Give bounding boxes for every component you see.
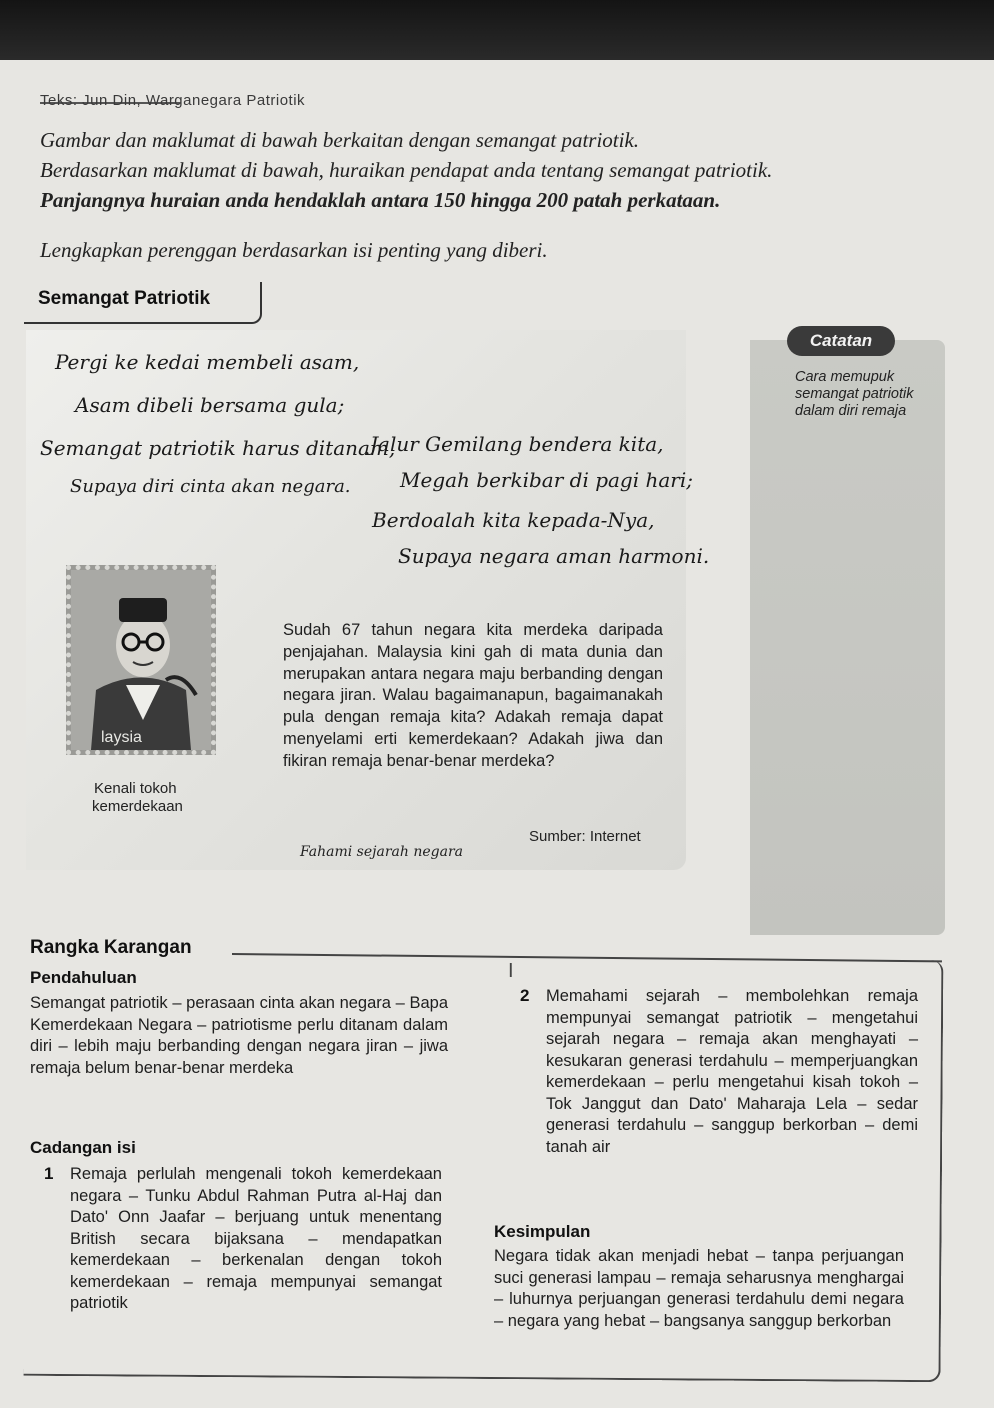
textbook-page	[0, 60, 994, 1408]
screen-top-bezel	[0, 0, 994, 60]
portrait-icon	[71, 570, 211, 750]
poem-right-line-4: Supaya negara aman harmoni.	[398, 544, 710, 568]
rangka-title: Rangka Karangan	[30, 937, 192, 958]
tunku-stamp-image	[66, 565, 216, 755]
point-1-number: 1	[44, 1164, 54, 1183]
poem-right-line-3: Berdoalah kita kepada-Nya,	[372, 508, 655, 532]
poem-left-line-1: Pergi ke kedai membeli asam,	[55, 350, 360, 374]
text-cursor-icon: I	[508, 960, 514, 982]
section-title: Semangat Patriotik	[38, 288, 211, 309]
poem-left-line-2: Asam dibeli bersama gula;	[75, 393, 345, 417]
fahami-caption: Fahami sejarah negara	[300, 844, 463, 860]
poster-paragraph: Sudah 67 tahun negara kita merdeka daripada penjajahan. Malaysia kini gah di mata dunia dan merupakan antara negara maju berbanding dengan negara jiran. Walau bagaimanapun, bagaimanakah pula dengan remaja kita? Adakah remaja dapat menyelami erti kemerdekaan? Adakah jiwa dan fikiran remaja benar-benar merdeka?	[283, 621, 663, 770]
kesimpulan-text: Negara tidak akan menjadi hebat – tanpa perjuangan suci generasi lampau – remaja seharusnya menghargai – luhurnya perjuangan generasi terdahulu demi negara – negara yang hebat – bangsanya sanggup berkorban	[494, 1247, 904, 1330]
cadangan-heading: Cadangan isi	[30, 1138, 136, 1157]
stamp-caption-line-2: kemerdekaan	[92, 798, 183, 815]
instruction-line-3: Panjangnya huraian anda hendaklah antara 150 hingga 200 patah perkataan.	[40, 188, 721, 212]
kesimpulan-heading: Kesimpulan	[494, 1222, 591, 1241]
instruction-line-2: Berdasarkan maklumat di bawah, huraikan pendapat anda tentang semangat patriotik.	[40, 158, 773, 182]
svg-text:laysia: laysia	[101, 729, 142, 746]
pendahuluan-heading: Pendahuluan	[30, 968, 137, 987]
poem-right-line-1: Jalur Gemilang bendera kita,	[370, 432, 664, 456]
catatan-tag: Catatan	[787, 326, 895, 356]
instruction-line-1: Gambar dan maklumat di bawah berkaitan dengan semangat patriotik.	[40, 128, 640, 152]
poem-left-line-4: Supaya diri cinta akan negara.	[70, 476, 351, 497]
book-header-strip: Teks: Jun Din, Warganegara Patriotik	[40, 92, 306, 109]
point-2-number: 2	[520, 986, 530, 1005]
stamp-caption-line-1: Kenali tokoh	[94, 780, 177, 797]
catatan-text: Cara memupuk semangat patriotik dalam diri remaja	[795, 369, 914, 419]
source-label: Sumber: Internet	[529, 828, 641, 845]
pendahuluan-text: Semangat patriotik – perasaan cinta akan negara – Bapa Kemerdekaan Negara – patriotisme perlu ditanam dalam diri – lebih maju berbanding dengan negara jiran – jiwa remaja belum benar-benar merdeka	[30, 994, 448, 1077]
instruction-line-4: Lengkapkan perenggan berdasarkan isi penting yang diberi.	[40, 238, 548, 262]
poem-right-line-2: Megah berkibar di pagi hari;	[400, 468, 693, 492]
point-2-text: Memahami sejarah – membolehkan remaja mempunyai semangat patriotik – mengetahui sejarah negara – remaja akan menghayati – kesukaran generasi terdahulu – memperjuangkan kemerdekaan – perlu mengetahui kisah tokoh – Tok Janggut dan Dato' Maharaja Lela – sedar generasi terdahulu – sanggup berkorban – demi tanah air	[546, 987, 918, 1156]
point-1-text: Remaja perlulah mengenali tokoh kemerdekaan negara – Tunku Abdul Rahman Putra al-Haj dan Dato' Onn Jaafar – berjuang untuk menentang British secara bijaksana – mendapatkan kemerdekaan – berkenalan dengan tokoh kemerdekaan – remaja mempunyai semangat patriotik	[70, 1165, 442, 1312]
poem-left-line-3: Semangat patriotik harus ditanam,	[40, 436, 396, 460]
catatan-panel	[750, 340, 945, 935]
